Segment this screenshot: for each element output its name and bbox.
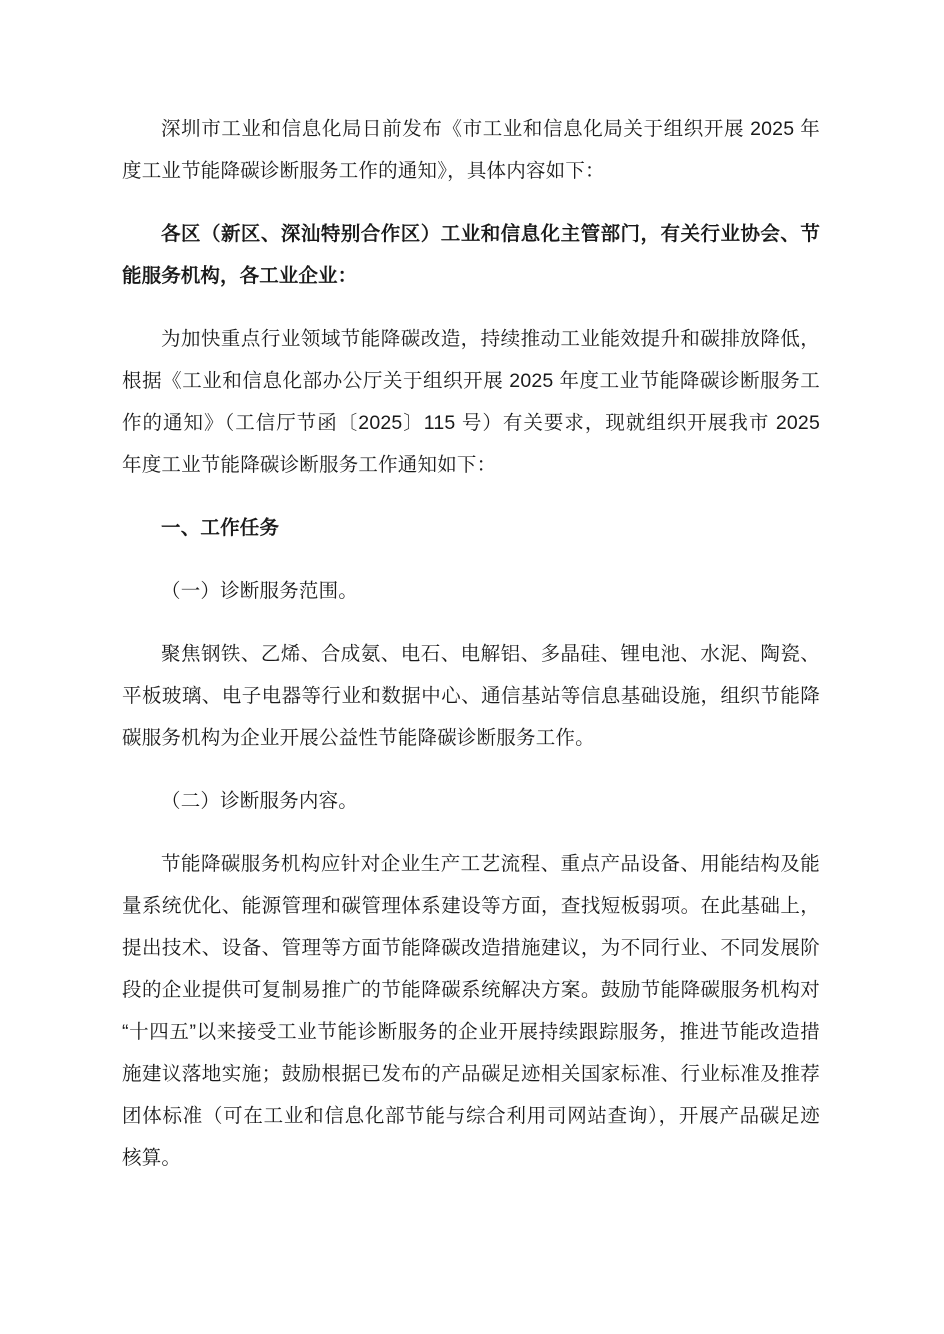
basis-paragraph: 为加快重点行业领域节能降碳改造，持续推动工业能效提升和碳排放降低，根据《工业和信息化部办公厅关于组织开展 2025 年度工业节能降碳诊断服务工作的通知》（工信厅节函〔2025〕115 号）有关要求，现就组织开展我市 2025 年度工业节能降碳诊断服务工作通知如下： xyxy=(122,328,820,476)
addressee-paragraph: 各区（新区、深汕特别合作区）工业和信息化主管部门，有关行业协会、节能服务机构，各工业企业： xyxy=(122,223,820,287)
document-body xyxy=(122,108,820,1179)
subsection-two-body: 节能降碳服务机构应针对企业生产工艺流程、重点产品设备、用能结构及能量系统优化、能源管理和碳管理体系建设等方面，查找短板弱项。在此基础上，提出技术、设备、管理等方面节能降碳改造措施建议，为不同行业、不同发展阶段的企业提供可复制易推广的节能降碳系统解决方案。鼓励节能降碳服务机构对“十四五”以来接受工业节能诊断服务的企业开展持续跟踪服务，推进节能改造措施建议落地实施；鼓励根据已发布的产品碳足迹相关国家标准、行业标准及推荐团体标准（可在工业和信息化部节能与综合利用司网站查询），开展产品碳足迹核算。 xyxy=(122,853,820,1169)
section-heading-one: 一、工作任务 xyxy=(161,517,280,539)
subsection-one-body: 聚焦钢铁、乙烯、合成氨、电石、电解铝、多晶硅、锂电池、水泥、陶瓷、平板玻璃、电子电器等行业和数据中心、通信基站等信息基础设施，组织节能降碳服务机构为企业开展公益性节能降碳诊断服务工作。 xyxy=(122,643,820,749)
subsection-heading-two: （二）诊断服务内容。 xyxy=(161,790,359,812)
subsection-heading-one: （一）诊断服务范围。 xyxy=(161,580,359,602)
intro-paragraph: 深圳市工业和信息化局日前发布《市工业和信息化局关于组织开展 2025 年度工业节能降碳诊断服务工作的通知》，具体内容如下： xyxy=(122,118,820,182)
